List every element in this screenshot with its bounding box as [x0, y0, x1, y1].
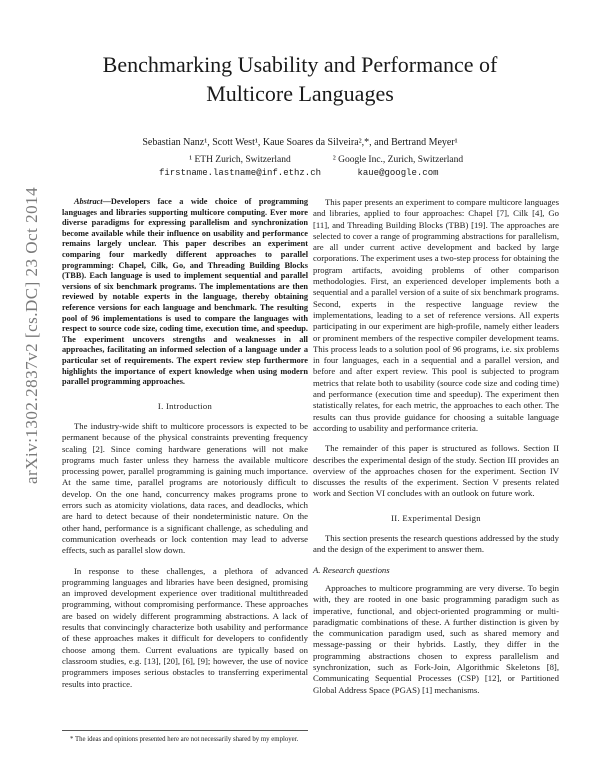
intro-paragraph-1: The industry-wide shift to multicore processors is expected to be permanent because of the physical constraints preventing frequency scaling [2]. Since coming hardware generations will not make programs much faster unless they harness the available multicore processing power, parallel programming is gaining much importance. At the same time, parallel programs are notoriously difficult to develop. On the one hand, concurrency makes programs prone to errors such as atomicity violations, data races, and deadlocks, which are hard to detect because of their nondeterministic nature. On the other hand, performance is a significant challenge, as scheduling and communication overheads or lock contention may lead to adverse effects, such as parallel slow down.: [62, 420, 308, 556]
right-paragraph-1: This paper presents an experiment to compare multicore languages and libraries, applied to four approaches: Chapel [7], Cilk [4], Go [11], and Threading Building Blocks (TBB) [19]. The approaches are selected to cover a range of programming abstractions for parallelism, are all under current active development and backed by large corporations. The experiment uses a two-step process for obtaining the program artifacts, avoiding problems of other comparison methodologies. First, an experienced developer implements both a sequential and a parallel version of a suite of six benchmark programs. Second, experts in the respective language review the implementations, leading to a set of reference versions. All experts participating in our experiment are high-profile, namely either leaders or prominent members of the respective compiler development teams. This process leads to a solution pool of 96 programs, i.e. six problems in four languages, each in a sequential and a parallel version, and before and after expert review. This pool is subjected to program metrics that relate both to usability (source code size and coding time) and performance (execution time and speedup). The experiment then statistically relates, for each metric, the approaches to each other. The results can thus provide guidance for choosing a suitable language according to usability and performance criteria.: [313, 197, 559, 433]
arxiv-stamp: arXiv:1302.2837v2 [cs.DC] 23 Oct 2014: [22, 186, 41, 484]
section-heading-introduction: I. Introduction: [157, 400, 213, 411]
abstract: [62, 197, 308, 388]
affiliation-email: firstname.lastname@inf.ethz.ch: [158, 168, 322, 178]
paper-title: [0, 50, 600, 108]
section-heading-experimental-design: II. Experimental Design: [391, 512, 481, 523]
title-line-2: Multicore Languages: [206, 81, 394, 106]
right-column: [313, 197, 559, 696]
right-paragraph-2: The remainder of this paper is structured as follows. Section II describes the experimental design of the study. Section III provides an overview of the approaches chosen for the experiment. Section IV discusses the results of the experiment. Section V presents related work and Section VI concludes with an outlook on future work.: [313, 443, 559, 499]
affiliation-1: [140, 154, 340, 180]
footnote: * The ideas and opinions presented here are not necessarily shared by my employer.: [62, 730, 308, 744]
section2-paragraph-1: This section presents the research questions addressed by the study and the design of the experiment to answer them.: [313, 533, 559, 555]
abstract-text: Developers face a wide choice of programming languages and libraries supporting multicore computing. Ever more diverse paradigms for expressing parallelism and synchronization become available while their influence on usability and performance remains largely unclear. This paper describes an experiment comparing four markedly different approaches to parallel programming: Chapel, Cilk, Go, and Threading Building Blocks (TBB). Each language is used to implement sequential and parallel versions of six benchmark programs. The implementations are then reviewed by notable experts in the language, thereby obtaining reference versions for each language and benchmark. The resulting pool of 96 implementations is used to compare the languages with respect to source code size, coding time, execution time, and speedup. The experiment uncovers strengths and weaknesses in all approaches, facilitating an informed selection of a language under a particular set of requirements. The expert review step furthermore highlights the importance of expert knowledge when using modern parallel programming approaches.: [62, 197, 308, 387]
affiliation-2: [318, 154, 478, 180]
intro-paragraph-2: In response to these challenges, a plethora of advanced programming languages and libraries have been designed, promising an improved development experience over traditional multithreaded programming, without compromising performance. These approaches are based on widely different programming abstractions. A lack of results that convincingly characterize both usability and performance of these approaches makes it difficult for developers to confidently choose among them. Current evaluations are typically based on classroom studies, e.g. [13], [20], [6], [9]; however, the use of novice programmers imposes serious obstacles to transferring experimental results into practice.: [62, 565, 308, 689]
affiliation-email: kaue@google.com: [357, 168, 439, 178]
subsection-heading-research-questions: A. Research questions: [313, 564, 390, 575]
affiliation-name: ² Google Inc., Zurich, Switzerland: [332, 155, 464, 165]
author-list: Sebastian Nanz¹, Scott West¹, Kaue Soares da Silveira²,*, and Bertrand Meyer¹: [142, 137, 458, 148]
left-column: [62, 197, 308, 690]
abstract-label: Abstract—: [74, 197, 111, 206]
section2-paragraph-2: Approaches to multicore programming are very diverse. To begin with, they are rooted in one basic programming paradigm such as imperative, functional, and object-oriented programming or multi-paradigmatic combinations of these. A further distinction is given by the communication paradigm used, such as shared memory and message-passing or their hybrids. Lastly, they differ in the programming abstractions chosen to express parallelism and synchronization, such as Fork-Join, Algorithmic Skeletons [8], Communicating Sequential Processes (CSP) [12], or Partitioned Global Address Space (PGAS) [1] mechanisms.: [313, 582, 559, 695]
title-line-1: Benchmarking Usability and Performance of: [102, 52, 498, 77]
affiliation-name: ¹ ETH Zurich, Switzerland: [189, 155, 291, 165]
